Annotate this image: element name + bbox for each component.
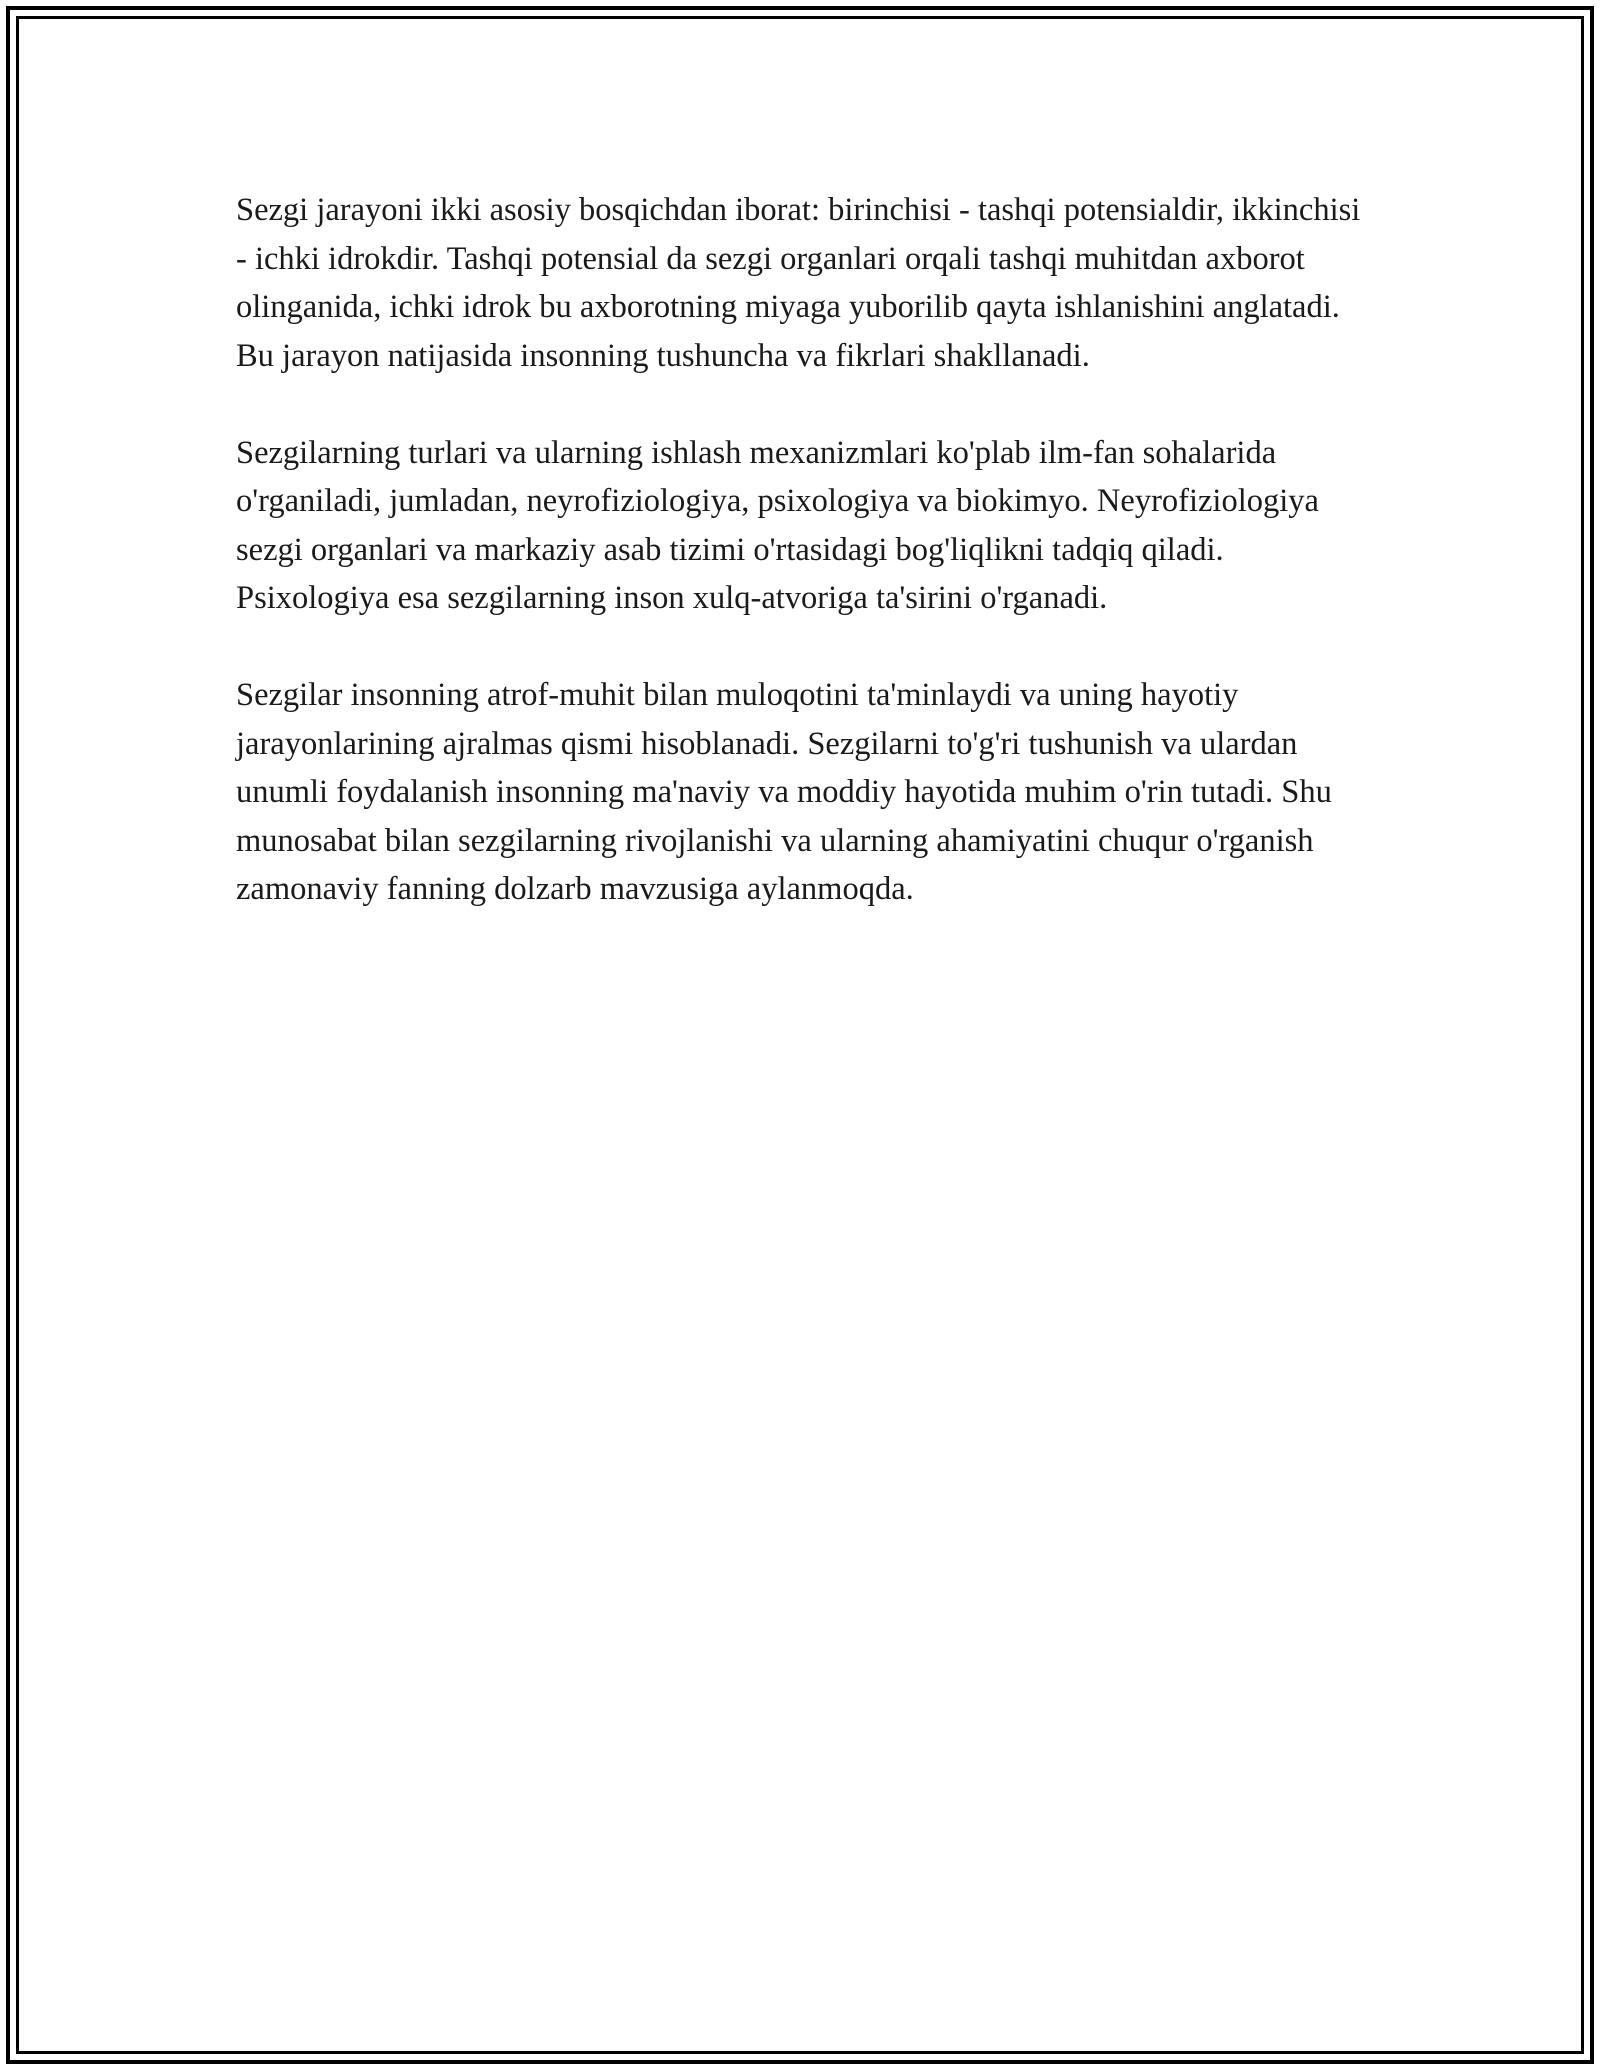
document-body (236, 186, 1371, 962)
paragraph-3: Sezgilar insonning atrof-muhit bilan muloqotini ta'minlaydi va uning hayotiy jarayonlarining ajralmas qismi hisoblanadi. Sezgilarni to'g'ri tushunish va ulardan unumli foydalanish insonning ma'naviy va moddiy hayotida muhim o'rin tutadi. Shu munosabat bilan sezgilarning rivojlanishi va ularning ahamiyatini chuqur o'rganish zamonaviy fanning dolzarb mavzusiga aylanmoqda. (236, 677, 1332, 907)
paragraph-2: Sezgilarning turlari va ularning ishlash mexanizmlari ko'plab ilm-fan sohalarida o'rganiladi, jumladan, neyrofiziologiya, psixologiya va biokimyo. Neyrofiziologiya sezgi organlari va markaziy asab tizimi o'rtasidagi bog'liqlikni tadqiq qiladi. Psixologiya esa sezgilarning inson xulq-atvoriga ta'sirini o'rganadi. (236, 434, 1319, 616)
paragraph-1: Sezgi jarayoni ikki asosiy bosqichdan iborat: birinchisi - tashqi potensialdir, ikkinchisi - ichki idrokdir. Tashqi potensial da sezgi organlari orqali tashqi muhitdan axborot olinganida, ichki idrok bu axborotning miyaga yuborilib qayta ishlanishini anglatadi. Bu jarayon natijasida insonning tushuncha va fikrlari shakllanadi. (236, 192, 1361, 374)
